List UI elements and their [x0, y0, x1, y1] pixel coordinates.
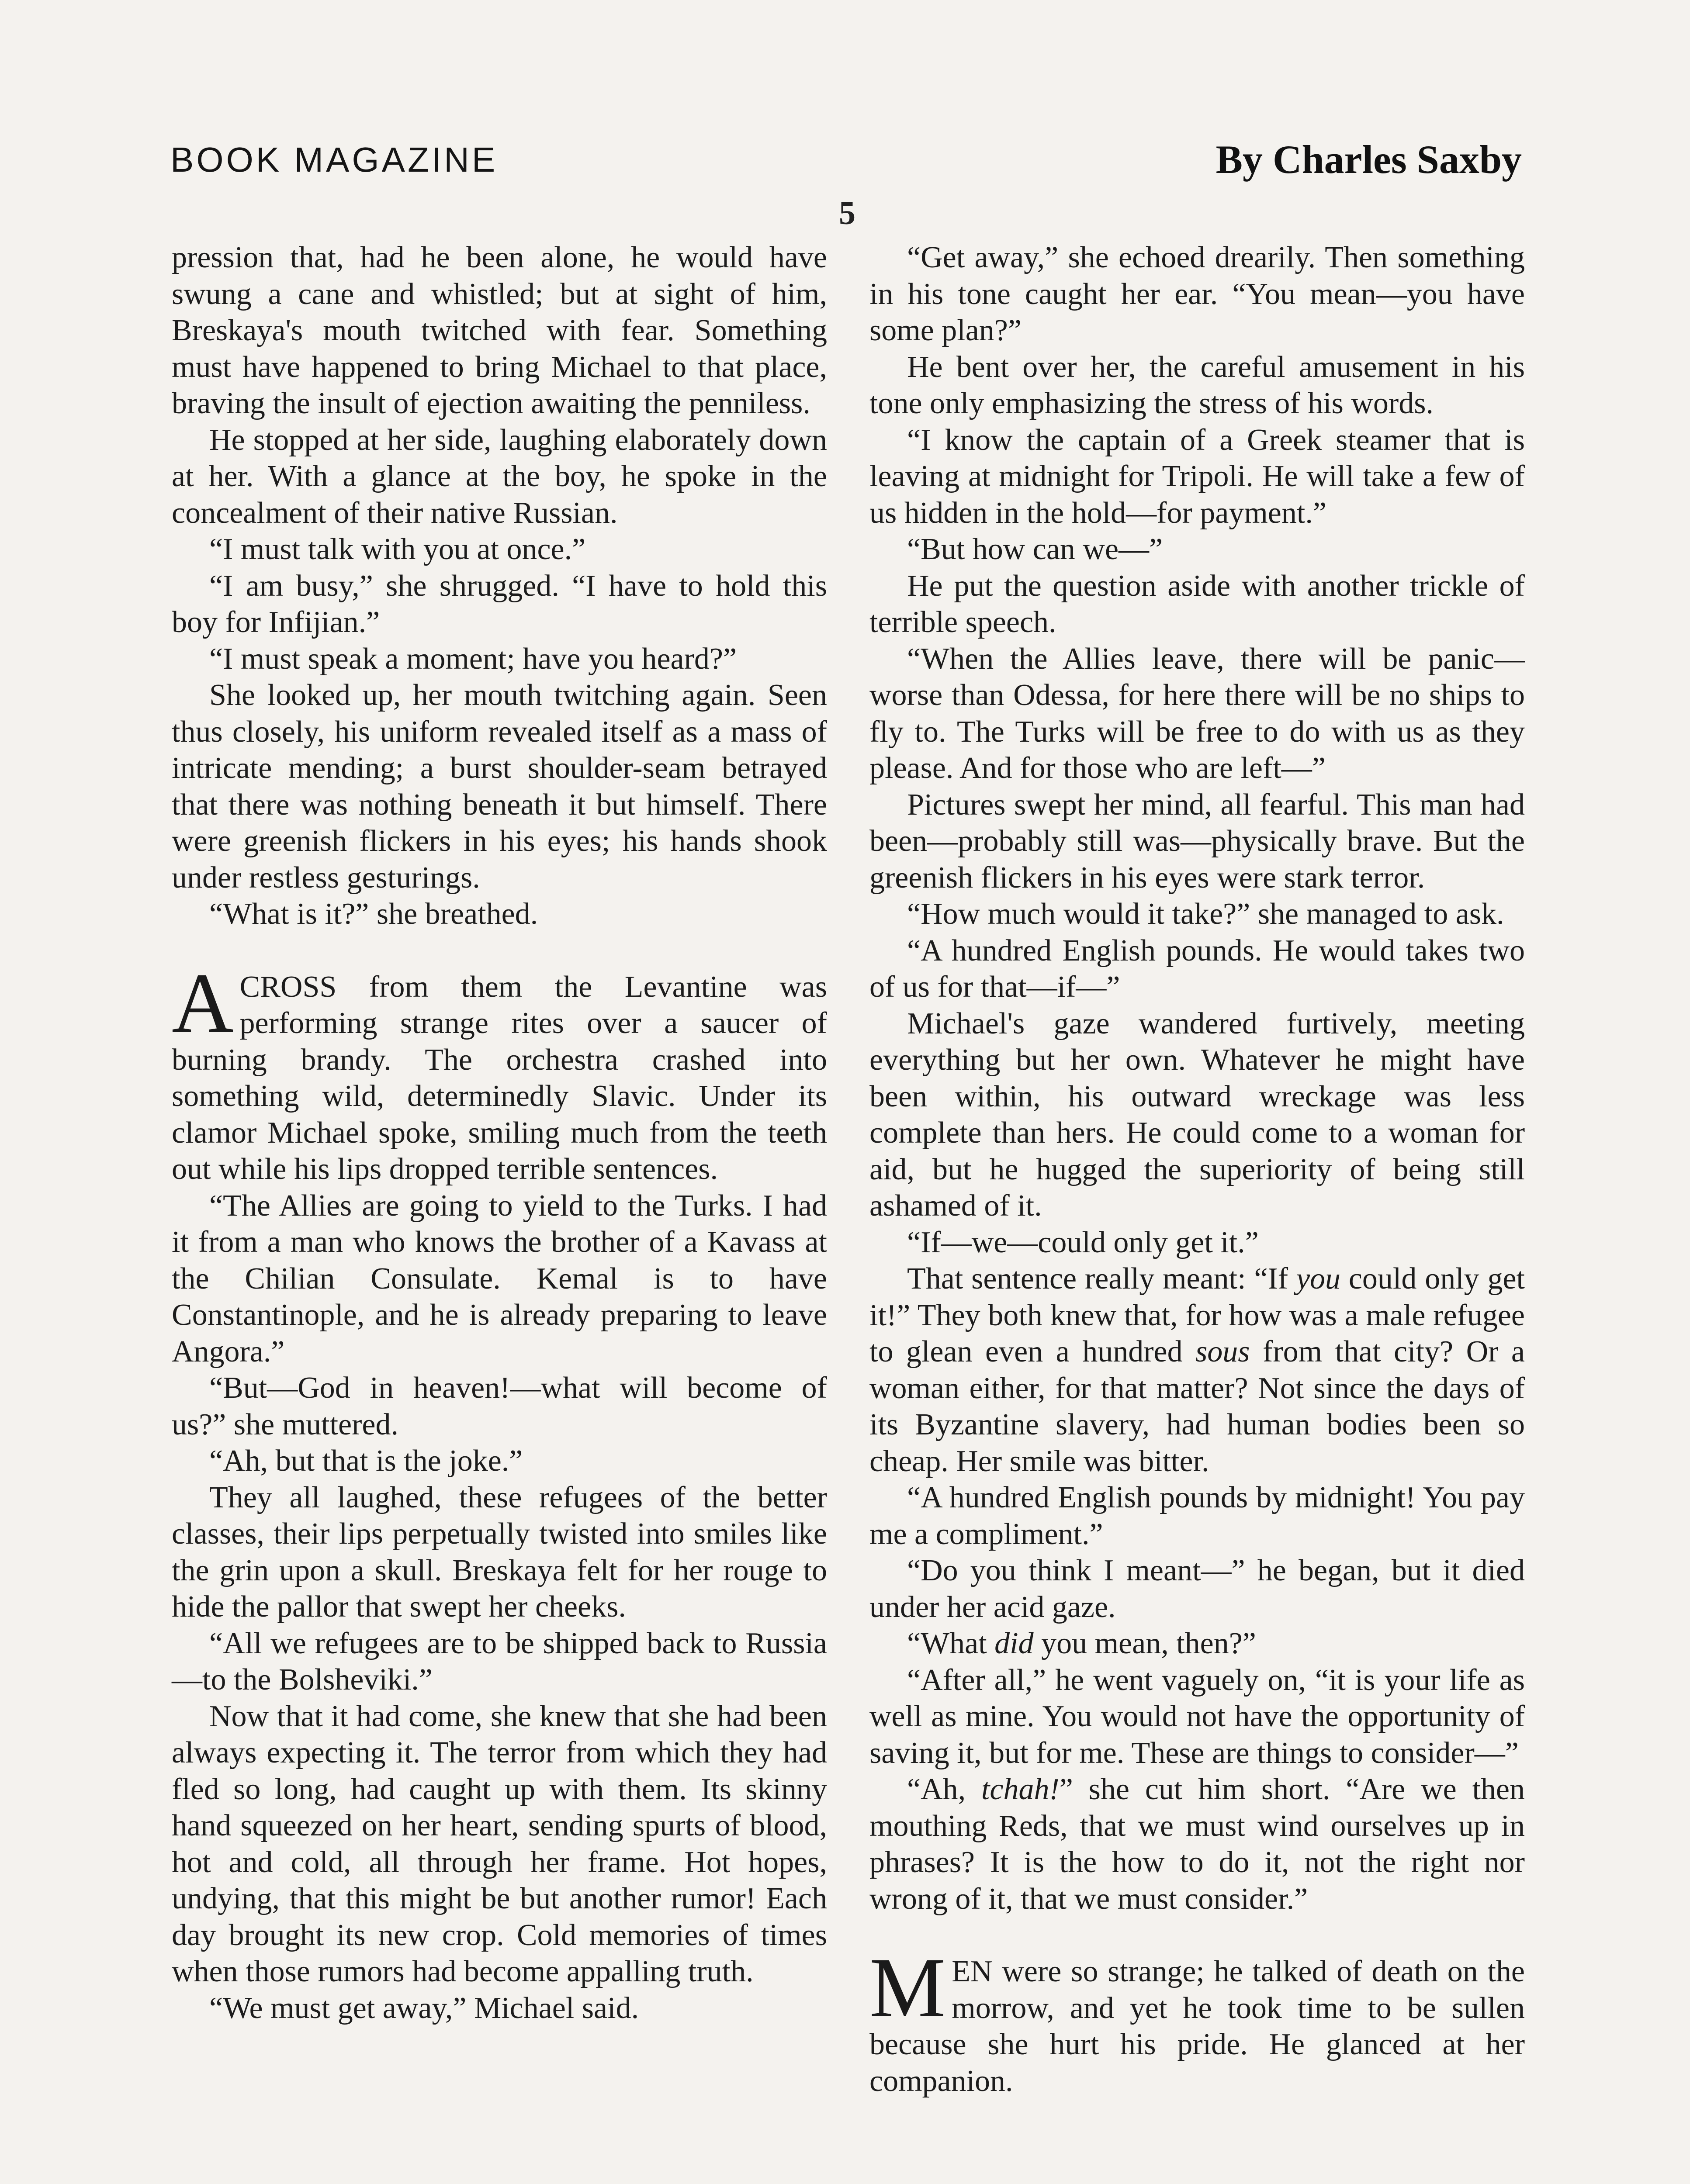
- small-caps-lead: CROSS: [239, 970, 337, 1004]
- paragraph: “A hundred English pounds by midnight! You pay me a compliment.”: [869, 1481, 1525, 1551]
- emphasis-text: sous: [1195, 1335, 1250, 1368]
- page-number: 5: [839, 195, 855, 232]
- section-opening-paragraph: [172, 955, 827, 1188]
- paragraph: He put the question aside with another trickle of terrible speech.: [869, 569, 1525, 639]
- paragraph: They all laughed, these refugees of the better classes, their lips perpetually twisted into smiles like the grin upon a skull. Breskaya felt for her rouge to hide the pallor that swept her cheeks.: [172, 1480, 827, 1624]
- paragraph: “Ah, but that is the joke.”: [209, 1444, 523, 1478]
- paragraph: She looked up, her mouth twitching again. Seen thus closely, his uniform revealed itself as a mass of intricate mending; a burst shoulder-seam betrayed that there was nothing beneath it but himself. There were greenish flickers in his eyes; his hands shook under restless gesturings.: [172, 678, 827, 895]
- paragraph: “I know the captain of a Greek steamer that is leaving at midnight for Tripoli. He will take a few of us hidden in the hold—for payment.”: [869, 423, 1525, 530]
- paragraph-text: could only get it!” They both knew that, for how was a male refugee to glean even a hundred: [869, 1262, 1525, 1368]
- paragraph: “The Allies are going to yield to the Turks. I had it from a man who knows the brother of a Kavass at the Chilian Consulate. Kemal is to have Constantinople, and he is already preparing to leave Angora.”: [172, 1189, 827, 1368]
- drop-cap: M: [869, 1940, 946, 2035]
- paragraph: “If—we—could only get it.”: [907, 1225, 1259, 1259]
- magazine-title: BOOK MAGAZINE: [170, 140, 498, 179]
- paragraph: Now that it had come, she knew that she had been always expecting it. The terror from which they had fled so long, had caught up with them. Its skinny hand squeezed on her heart, sending spurts of blood, hot and cold, all through her frame. Hot hopes, undying, that this might be but another rumor! Each day brought its new crop. Cold memories of times when those rumors had become appalling truth.: [172, 1699, 827, 1988]
- paragraph: “After all,” he went vaguely on, “it is your life as well as mine. You would not have the opportunity of saving it, but for me. These are things to consider—”: [869, 1663, 1525, 1770]
- paragraph: “I must talk with you at once.”: [209, 532, 586, 566]
- paragraph-text: That sentence really meant: “If: [907, 1262, 1296, 1296]
- paragraph-text: ” she cut him short. “Are we then mouthing Reds, that we must wind ourselves up in phrases? It is the how to do it, not the right nor wrong of it, that we must consider.”: [869, 1773, 1525, 1916]
- paragraph: “When the Allies leave, there will be panic—worse than Odessa, for here there will be no ships to fly to. The Turks will be free to do with us as they please. And for those who are left—”: [869, 642, 1525, 785]
- paragraph: “I am busy,” she shrugged. “I have to hold this boy for Infijian.”: [172, 569, 827, 639]
- paragraph-text: you mean, then?”: [1033, 1627, 1256, 1660]
- left-column: [172, 239, 827, 2026]
- emphasis-text: you: [1296, 1262, 1341, 1296]
- paragraph: [869, 1625, 1525, 1662]
- paragraph: Michael's gaze wandered furtively, meeting everything but her own. Whatever he might have been within, his outward wreckage was less complete than hers. He could come to a woman for aid, but he hugged the superiority of being still ashamed of it.: [869, 1006, 1525, 1223]
- paragraph: pression that, had he been alone, he would have swung a cane and whistled; but at sight of him, Breskaya's mouth twitched with fear. Something must have happened to bring Michael to that place, braving the insult of ejection awaiting the penniless.: [172, 241, 827, 420]
- right-column: [869, 239, 1525, 2099]
- paragraph-text: from that city? Or a woman either, for that matter? Not since the days of its Byzantine slavery, had human bodies been so cheap. Her smile was bitter.: [869, 1335, 1525, 1478]
- emphasis-text: did: [994, 1627, 1034, 1660]
- paragraph: “How much would it take?” she managed to ask.: [907, 897, 1504, 931]
- paragraph: “But how can we—”: [907, 532, 1163, 566]
- paragraph-text: “What: [907, 1627, 995, 1660]
- paragraph: “Get away,” she echoed drearily. Then something in his tone caught her ear. “You mean—you have some plan?”: [869, 241, 1525, 347]
- paragraph: “What is it?” she breathed.: [209, 897, 538, 931]
- paragraph: “I must speak a moment; have you heard?”: [209, 642, 737, 676]
- emphasis-text: tchah!: [981, 1773, 1060, 1806]
- paragraph-text: from them the Levantine was performing strange rites over a saucer of burning brandy. The orchestra crashed into something wild, determinedly Slavic. Under its clamor Michael spoke, smiling much from the teeth out while his lips dropped terrible sentences.: [172, 970, 827, 1186]
- paragraph: “But—God in heaven!—what will become of us?” she muttered.: [172, 1371, 827, 1441]
- paragraph: Pictures swept her mind, all fearful. This man had been—probably still was—physically brave. But the greenish flickers in his eyes were stark terror.: [869, 788, 1525, 895]
- paragraph: “We must get away,” Michael said.: [209, 1991, 639, 2025]
- small-caps-lead: EN: [952, 1955, 993, 1988]
- paragraph: “All we refugees are to be shipped back to Russia—to the Bolsheviki.”: [172, 1626, 827, 1697]
- author-byline: By Charles Saxby: [1216, 137, 1522, 182]
- paragraph: He stopped at her side, laughing elaborately down at her. With a glance at the boy, he spoke in the concealment of their native Russian.: [172, 423, 827, 530]
- paragraph-text: “Ah,: [907, 1773, 981, 1806]
- paragraph-text: were so strange; he talked of death on the morrow, and yet he took time to be sullen because she hurt his pride. He glanced at her companion.: [869, 1955, 1525, 2098]
- paragraph: [869, 1261, 1525, 1479]
- section-opening-paragraph: [869, 1940, 1525, 2099]
- paragraph: He bent over her, the careful amusement in his tone only emphasizing the stress of his words.: [869, 350, 1525, 420]
- paragraph: [869, 1771, 1525, 1917]
- paragraph: “Do you think I meant—” he began, but it died under her acid gaze.: [869, 1554, 1525, 1624]
- drop-cap: A: [172, 955, 234, 1051]
- paragraph: “A hundred English pounds. He would takes two of us for that—if—”: [869, 933, 1525, 1004]
